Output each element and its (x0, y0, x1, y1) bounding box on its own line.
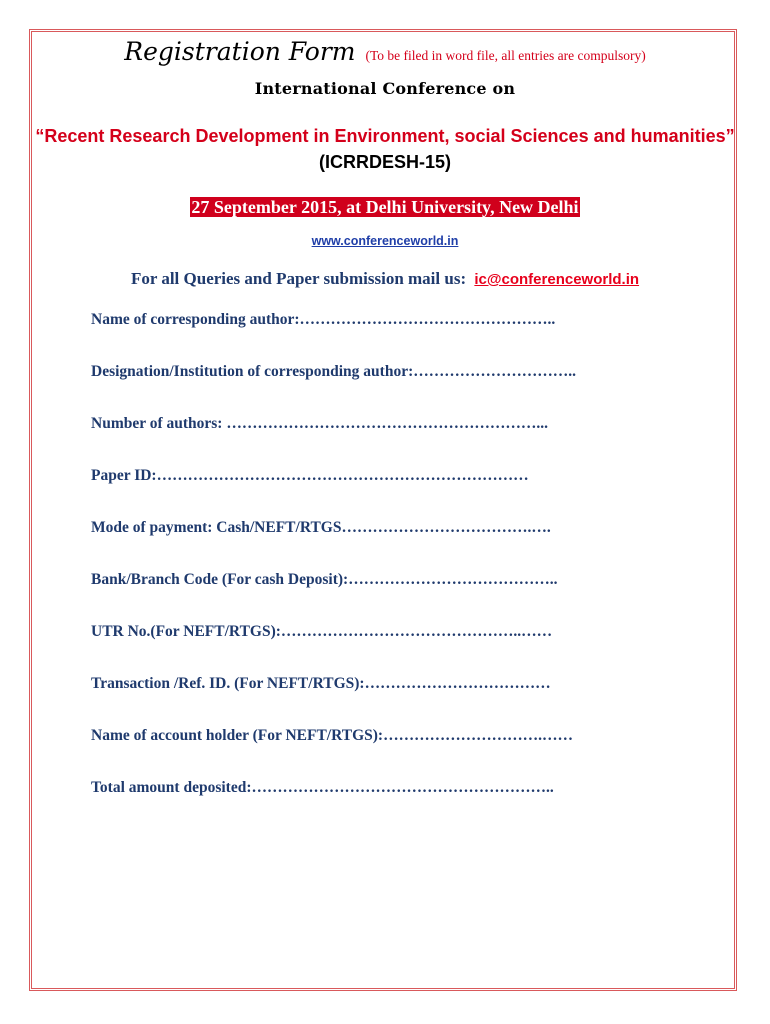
conference-code: (ICRRDESH-15) (318, 152, 451, 172)
query-text: For all Queries and Paper submission mail us: (130, 269, 467, 288)
field-designation-institution[interactable]: Designation/Institution of corresponding author:………………………….. (91, 363, 576, 380)
form-note: (To be filed in word file, all entries are compulsory) (365, 48, 646, 63)
field-transaction-ref-id[interactable]: Transaction /Ref. ID. (For NEFT/RTGS):……………………………… (91, 675, 551, 692)
field-corresponding-author[interactable]: Name of corresponding author:………………………………………….. (91, 311, 556, 328)
conference-title: “Recent Research Development in Environment, social Sciences and humanities” (35, 126, 735, 146)
website-link[interactable]: www.conferenceworld.in (311, 234, 459, 248)
conference-prefix: International Conference on (254, 79, 516, 98)
form-title: Registration Form (124, 37, 356, 66)
field-mode-of-payment[interactable]: Mode of payment: Cash/NEFT/RTGS……………………………….…. (91, 519, 551, 536)
field-utr-no[interactable]: UTR No.(For NEFT/RTGS):………………………………………..…… (91, 623, 553, 640)
field-bank-branch-code[interactable]: Bank/Branch Code (For cash Deposit):………………………………….. (91, 571, 558, 588)
date-venue-line (0, 197, 770, 218)
query-email-link[interactable]: ic@conferenceworld.in (474, 271, 640, 288)
website-line (0, 234, 770, 248)
form-header (0, 37, 770, 66)
field-total-amount[interactable]: Total amount deposited:………………………………………………….. (91, 779, 554, 796)
field-paper-id[interactable]: Paper ID:……………………………………………………………… (91, 467, 529, 484)
field-number-of-authors[interactable]: Number of authors: ……………………………………………………... (91, 415, 548, 432)
date-venue: 27 September 2015, at Delhi University, New Delhi (191, 197, 579, 217)
query-line (0, 269, 770, 289)
conference-title-block (0, 123, 770, 175)
field-account-holder[interactable]: Name of account holder (For NEFT/RTGS):………………………….…… (91, 727, 573, 744)
